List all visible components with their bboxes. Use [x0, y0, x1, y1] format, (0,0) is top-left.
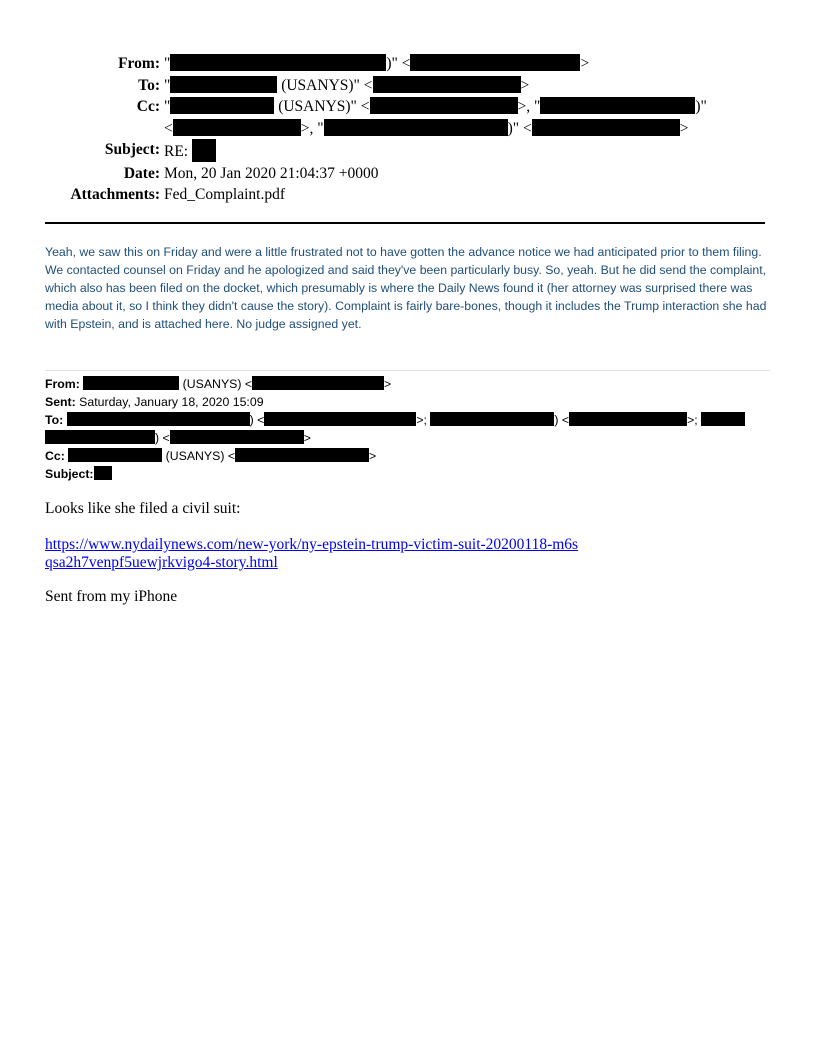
quoted-message-body: [45, 500, 770, 606]
redaction-bar: [67, 412, 250, 426]
reply-body: Yeah, we saw this on Friday and were a little frustrated not to have gotten the advance notice we had anticipated prior to them filing. We contacted counsel on Friday and he apologized and said they've been particularly busy. So, yeah. But he did send the complaint, which also has been filed on the docket, which presumably is where the Daily News found it (her attorney was surprised there was media about it, so I think they didn't cause the story). Complaint is fairly bare-bones, though it includes the Trump interaction she had with Epstein, and is attached here. No judge assigned yet.: [45, 245, 767, 331]
redaction-bar: [83, 376, 179, 390]
article-link[interactable]: https://www.nydailynews.com/new-york/ny-epstein-trump-victim-suit-20200118-m6sqsa2h7venpf5uewjrkvigo4-story.html: [45, 536, 579, 571]
attachments-label: Attachments:: [70, 186, 160, 203]
redaction-bar: [532, 119, 680, 136]
subject-row: [40, 139, 780, 163]
redaction-bar: [173, 119, 301, 136]
quoted-from-org: (USANYS) <: [179, 377, 253, 391]
signature: Sent from my iPhone: [45, 588, 178, 605]
quoted-from-row: From: (USANYS) < >: [45, 377, 392, 391]
redaction-bar: [170, 97, 274, 114]
header-divider: [45, 222, 765, 224]
date-value: Mon, 20 Jan 2020 21:04:37 +0000: [164, 164, 379, 182]
attachment-filename[interactable]: Fed_Complaint.pdf: [164, 186, 285, 203]
redaction-bar: [701, 412, 745, 426]
redaction-bar: [373, 76, 521, 93]
quoted-from-label: From:: [45, 377, 80, 391]
date-row: [40, 163, 780, 185]
cc-label: Cc:: [136, 98, 160, 115]
attachments-row: [40, 184, 780, 206]
email-header: [40, 53, 780, 206]
to-row: To: " (USANYS)" < >: [40, 75, 780, 97]
quoted-to-row: To: ) < >; ) < >;: [45, 411, 770, 429]
redaction-bar: [170, 54, 386, 71]
cc-row-continued: < >, " )" < >: [164, 119, 689, 137]
quoted-sent-value: Saturday, January 18, 2020 15:09: [79, 395, 264, 409]
redaction-bar: [410, 54, 580, 71]
from-label: From:: [118, 55, 160, 72]
redaction-bar: [252, 376, 384, 390]
redaction-bar: [569, 412, 687, 426]
body-line: Looks like she filed a civil suit:: [45, 500, 241, 517]
quoted-subject-row: [45, 465, 770, 483]
redaction-bar: [192, 139, 216, 162]
cc-org: (USANYS)": [274, 98, 357, 115]
redaction-bar: [540, 97, 695, 114]
quoted-message-separator: [45, 370, 770, 371]
redaction-bar: [45, 430, 155, 444]
quoted-sent-label: Sent:: [45, 395, 76, 409]
date-label: Date:: [123, 164, 160, 182]
cc-row: Cc: " (USANYS)" < >, " )": [40, 96, 780, 118]
redaction-bar: [430, 412, 554, 426]
redaction-bar: [370, 97, 518, 114]
subject-prefix: RE:: [164, 143, 189, 160]
redaction-bar: [94, 466, 112, 480]
to-label: To:: [138, 76, 160, 94]
quoted-cc-row: Cc: (USANYS) < >: [45, 449, 377, 463]
redaction-bar: [170, 430, 304, 444]
to-org: (USANYS)": [277, 76, 360, 94]
quoted-message-header: [45, 375, 770, 483]
redaction-bar: [235, 448, 369, 462]
subject-label: Subject:: [104, 141, 160, 158]
redaction-bar: [170, 76, 277, 93]
quoted-cc-org: (USANYS) <: [162, 449, 236, 463]
redaction-bar: [264, 412, 416, 426]
quoted-to-label: To:: [45, 413, 64, 427]
quoted-cc-label: Cc:: [45, 449, 65, 463]
redaction-bar: [68, 448, 162, 462]
quoted-to-row-continued: ) < >: [45, 429, 770, 447]
from-row: From: " )" < >: [40, 53, 780, 75]
quoted-subject-label: Subject:: [45, 467, 94, 481]
redaction-bar: [324, 119, 508, 136]
quoted-sent-row: [45, 393, 770, 411]
